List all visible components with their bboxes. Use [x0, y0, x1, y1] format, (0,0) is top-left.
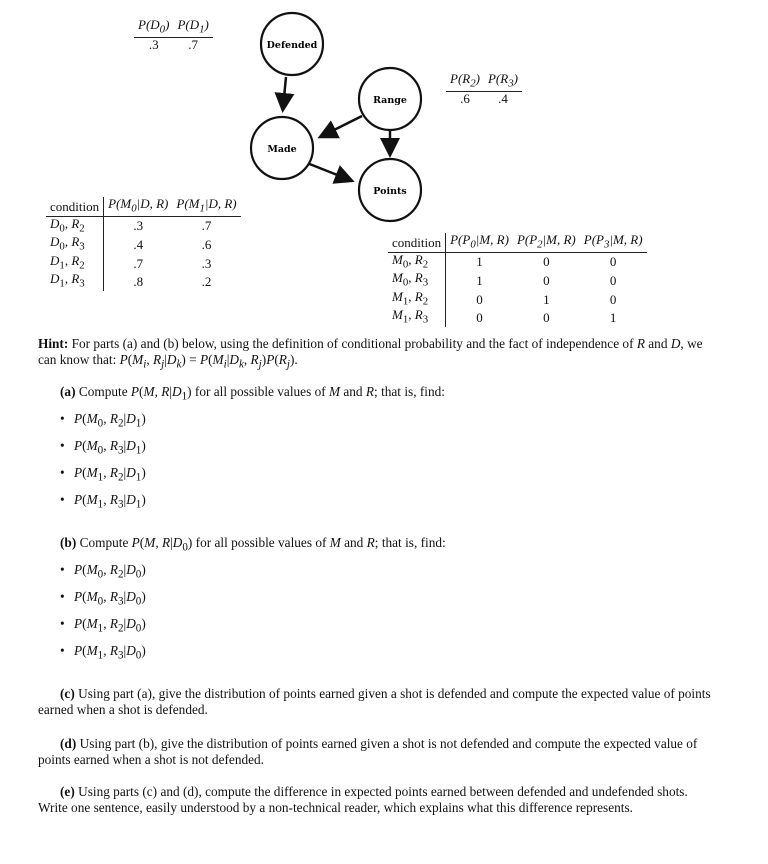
made-prob-cell: .2: [201, 274, 212, 290]
points-condition-cell: $M_1$, $R_2$: [392, 288, 429, 308]
points-prob-cell: 1: [609, 310, 617, 326]
points-row: [388, 308, 647, 327]
part-d-text: Using part (b), give the distribution of points earned given a shot is not defended and compute the expected value of points earned when a shot is not defended.: [38, 736, 698, 767]
points-row: [388, 271, 647, 290]
points-cpt-table: [388, 233, 647, 327]
points-prob-cell: 1: [446, 271, 513, 290]
part-b-list: [60, 562, 146, 670]
svg-text:Defended: Defended: [266, 40, 318, 51]
points-prob-cell: 0: [609, 272, 617, 288]
made-row: [46, 272, 241, 291]
part-b-item: • $P(M_1$, $R_3|D_0$): [60, 643, 146, 670]
points-prob-cell: 0: [609, 291, 617, 307]
node-defended: [261, 13, 323, 75]
points-row: [388, 252, 647, 271]
part-b-item: • $P(M_0$, $R_2|D_0$): [60, 562, 146, 589]
made-prob-cell: .4: [104, 235, 173, 254]
made-prob-cell: .6: [201, 236, 212, 252]
points-prob-cell: 0: [609, 254, 617, 270]
made-condition-cell: $D_0$, $R_2$: [50, 215, 85, 235]
points-prob-cell: 1: [446, 252, 513, 271]
made-row: [46, 216, 241, 235]
part-b-item: • $P(M_0$, $R_3|D_0$): [60, 589, 146, 616]
hint-label: Hint:: [38, 336, 69, 351]
prior-d-header-0: $P(D_0)$: [134, 18, 173, 37]
made-condition-cell: $D_0$, $R_3$: [50, 234, 85, 253]
made-header-condition: condition: [46, 197, 104, 216]
points-header-p0: $P(P_0|M$, R): [446, 233, 513, 252]
made-prob-cell: .7: [201, 218, 212, 234]
points-condition-cell: $M_0$, $R_3$: [392, 270, 429, 289]
prior-d-value-1: .7: [188, 36, 199, 52]
points-header-p2: $P(P_2|M$, R): [513, 233, 580, 252]
points-prob-cell: 0: [543, 310, 550, 326]
points-prob-cell: 0: [543, 272, 550, 288]
part-d-label: (d): [60, 736, 77, 751]
node-points: [359, 159, 421, 221]
svg-text:Made: Made: [267, 144, 297, 155]
part-a-item: • $P(M_1$, $R_3|D_1$): [60, 492, 146, 519]
edge-defended-made: [283, 77, 286, 108]
points-condition-cell: $M_1$, $R_3$: [392, 307, 429, 326]
prior-r-header-0: $P(R_2)$: [446, 72, 484, 91]
points-header-condition: condition: [388, 233, 446, 252]
part-a-item: • $P(M_0$, $R_2|D_1$): [60, 411, 146, 438]
part-d-paragraph: [38, 736, 718, 768]
made-condition-cell: $D_1$, $R_2$: [50, 252, 85, 272]
made-prob-cell: .7: [104, 254, 173, 273]
prior-d-table: [134, 18, 213, 51]
points-row: [388, 290, 647, 309]
made-prob-cell: .3: [104, 216, 173, 235]
part-b-label: (b): [60, 535, 77, 550]
part-a-item: • $P(M_1$, $R_2|D_1$): [60, 465, 146, 492]
part-c-text: Using part (a), give the distribution of points earned given a shot is defended and compute the expected value of points earned when a shot is defended.: [38, 686, 711, 717]
made-row: [46, 254, 241, 273]
made-cpt-table: [46, 197, 241, 291]
part-e-text: Using parts (c) and (d), compute the difference in expected points earned between defended and undefended shots. Write one sentence, easily understood by a non-technical reader, which explains what this difference represents.: [38, 784, 688, 815]
part-c-label: (c): [60, 686, 75, 701]
svg-text:Points: Points: [373, 186, 407, 197]
made-prob-cell: .8: [104, 272, 173, 291]
made-condition-cell: $D_1$, $R_3$: [50, 271, 85, 290]
points-prob-cell: 0: [446, 290, 513, 309]
part-e-paragraph: [38, 784, 718, 816]
points-condition-cell: $M_0$, $R_2$: [392, 251, 429, 271]
points-header-p3: $P(P_3|M$, R): [580, 233, 647, 252]
part-a-label: (a): [60, 384, 76, 399]
part-a-item: • $P(M_0$, $R_3|D_1$): [60, 438, 146, 465]
edge-made-points: [307, 163, 350, 180]
made-header-m0: $P(M_0|D$, R): [104, 197, 173, 216]
points-prob-cell: 0: [446, 308, 513, 327]
hint-paragraph: [38, 336, 718, 373]
part-b-item: • $P(M_1$, $R_2|D_0$): [60, 616, 146, 643]
made-prob-cell: .3: [201, 255, 212, 271]
part-a-list: [60, 411, 146, 519]
prior-r-table: [446, 72, 522, 105]
points-prob-cell: 1: [543, 291, 550, 307]
node-made: [251, 117, 313, 179]
part-c-paragraph: [38, 686, 718, 718]
prior-r-value-1: .4: [498, 90, 508, 106]
prior-d-value-0: .3: [148, 36, 159, 52]
prior-r-value-0: .6: [460, 90, 470, 106]
points-prob-cell: 0: [543, 254, 550, 270]
hint-text: For parts (a) and (b) below, using the definition of conditional probability and the fact of independence of R and D, we can know that: $P(M_i$, $R_j|D_k) = P(M_i|D_k$, $R_j)P(R_j)$.: [38, 336, 703, 371]
made-header-m1: $P(M_1|D$, R): [172, 197, 240, 216]
svg-text:Range: Range: [373, 95, 407, 106]
edge-range-made: [322, 116, 362, 136]
made-row: [46, 235, 241, 254]
node-range: [359, 68, 421, 130]
part-a-question: (a) Compute P(M, $R|D_1$) for all possible values of M and R; that is, find:: [60, 384, 445, 403]
prior-d-header-1: $P(D_1)$: [173, 18, 212, 37]
prior-r-header-1: $P(R_3)$: [484, 72, 522, 91]
part-b-question: (b) Compute P(M, $R|D_0$) for all possible values of M and R; that is, find:: [60, 535, 446, 554]
part-e-label: (e): [60, 784, 75, 799]
